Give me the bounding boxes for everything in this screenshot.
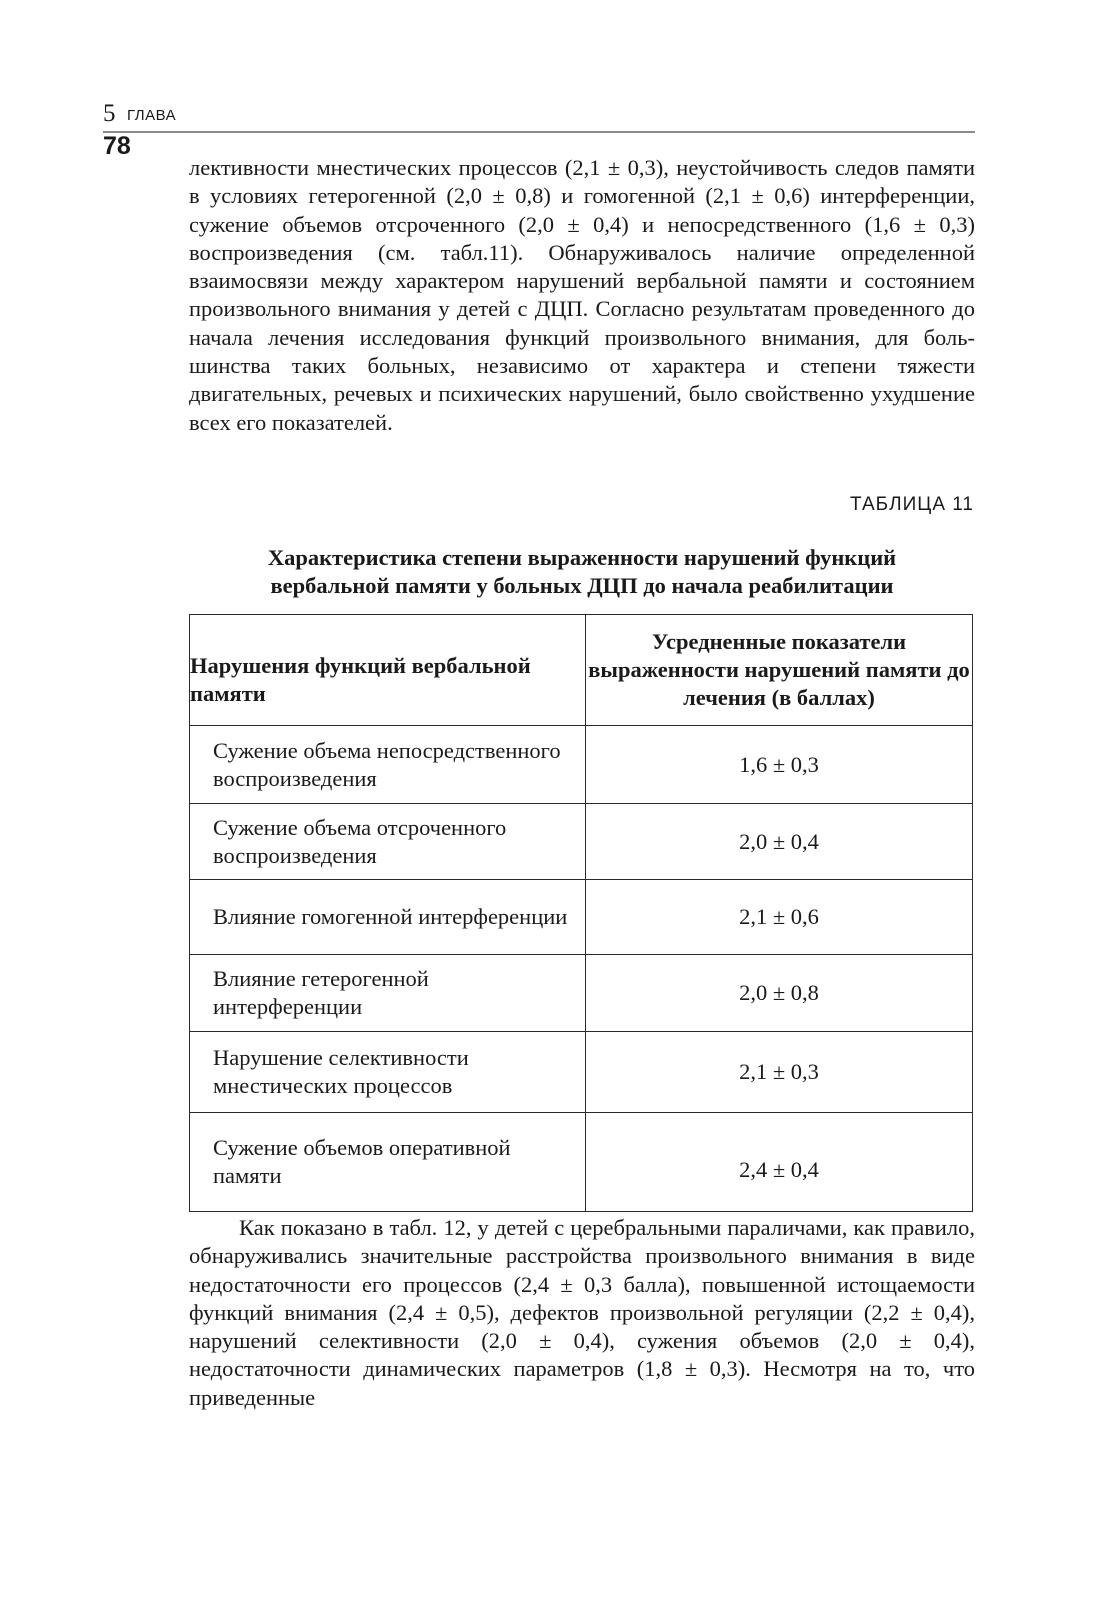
table-row — [190, 804, 973, 880]
running-header — [103, 100, 975, 133]
table-header-row — [190, 615, 973, 726]
table-header-score: Усредненные показатели выраженности нарушений памяти до лечения (в баллах) — [586, 615, 973, 726]
table-cell-impairment: Влияние гетерогенной интерференции — [190, 955, 586, 1032]
table-caption-line-1: Характеристика степени выраженности нарушений функций — [267, 545, 897, 570]
table-cell-impairment: Сужение объема отсроченного воспроизведения — [190, 804, 586, 880]
table-cell-impairment: Влияние гомогенной интерференции — [190, 880, 586, 955]
table-header-impairment — [190, 615, 586, 726]
chapter-number: 5 — [103, 100, 116, 127]
table-cell-impairment: Сужение объемов оперативной памяти — [190, 1113, 586, 1212]
table-caption-line-2: вербальной памяти у больных ДЦП до начала реабилитации — [270, 573, 894, 598]
table-cell-score: 2,0 ± 0,4 — [586, 804, 973, 880]
table-row — [190, 955, 973, 1032]
table-row — [190, 1032, 973, 1113]
table-caption — [189, 544, 975, 600]
chapter-label: ГЛАВА — [127, 107, 177, 124]
page-number: 78 — [103, 132, 131, 160]
table-row — [190, 1113, 973, 1212]
table-cell-score: 2,4 ± 0,4 — [586, 1113, 973, 1212]
table-header-impairment-text: Нарушения функций вербальной памяти — [190, 652, 531, 706]
table-cell-score: 2,1 ± 0,3 — [586, 1032, 973, 1113]
table-label: ТАБЛИЦА 11 — [850, 494, 974, 515]
table-cell-impairment: Нарушение селективности мнестических процессов — [190, 1032, 586, 1113]
table-cell-score: 2,1 ± 0,6 — [586, 880, 973, 955]
body-paragraph-1: лективности мнестических процессов (2,1 ± 0,3), неустойчивость следов памяти в условиях гетерогенной (2,0 ± 0,8) и гомогенной (2,1 ± 0,6) интерференции, сужение объемов отсроченного (2,0 ± 0,4) и непосредственного (1,6 ± 0,3) воспроизведения (см. табл.11). Обнаруживалось наличие определенной взаимосвязи между характером нарушений вербальной памяти и состоянием произвольного внимания у детей с ДЦП. Согласно результатам проведенного до начала лечения исследования функций произвольного внимания, для большинства таких больных, независимо от характера и степени тяжести двигательных, речевых и психических нарушений, было свойственно ухудшение всех его показателей. — [189, 155, 975, 435]
memory-impairment-table — [189, 614, 973, 1212]
table-row — [190, 880, 973, 955]
table-cell-score: 2,0 ± 0,8 — [586, 955, 973, 1032]
table-cell-impairment: Сужение объема непосредственного воспроизведения — [190, 726, 586, 804]
table-row — [190, 726, 973, 804]
body-paragraph-2: Как показано в табл. 12, у детей с церебральными параличами, как правило, обнаруживались значительные расстройства произвольного внимания в виде недостаточности его процессов (2,4 ± 0,3 балла), повышенной истощаемости функций внимания (2,4 ± 0,5), дефектов произвольной регуляции (2,2 ± 0,4), нарушений селективности (2,0 ± 0,4), сужения объемов (2,0 ± 0,4), недостаточности динамических параметров (1,8 ± 0,3). Несмотря на то, что приведенные — [189, 1215, 975, 1410]
table-cell-score: 1,6 ± 0,3 — [586, 726, 973, 804]
